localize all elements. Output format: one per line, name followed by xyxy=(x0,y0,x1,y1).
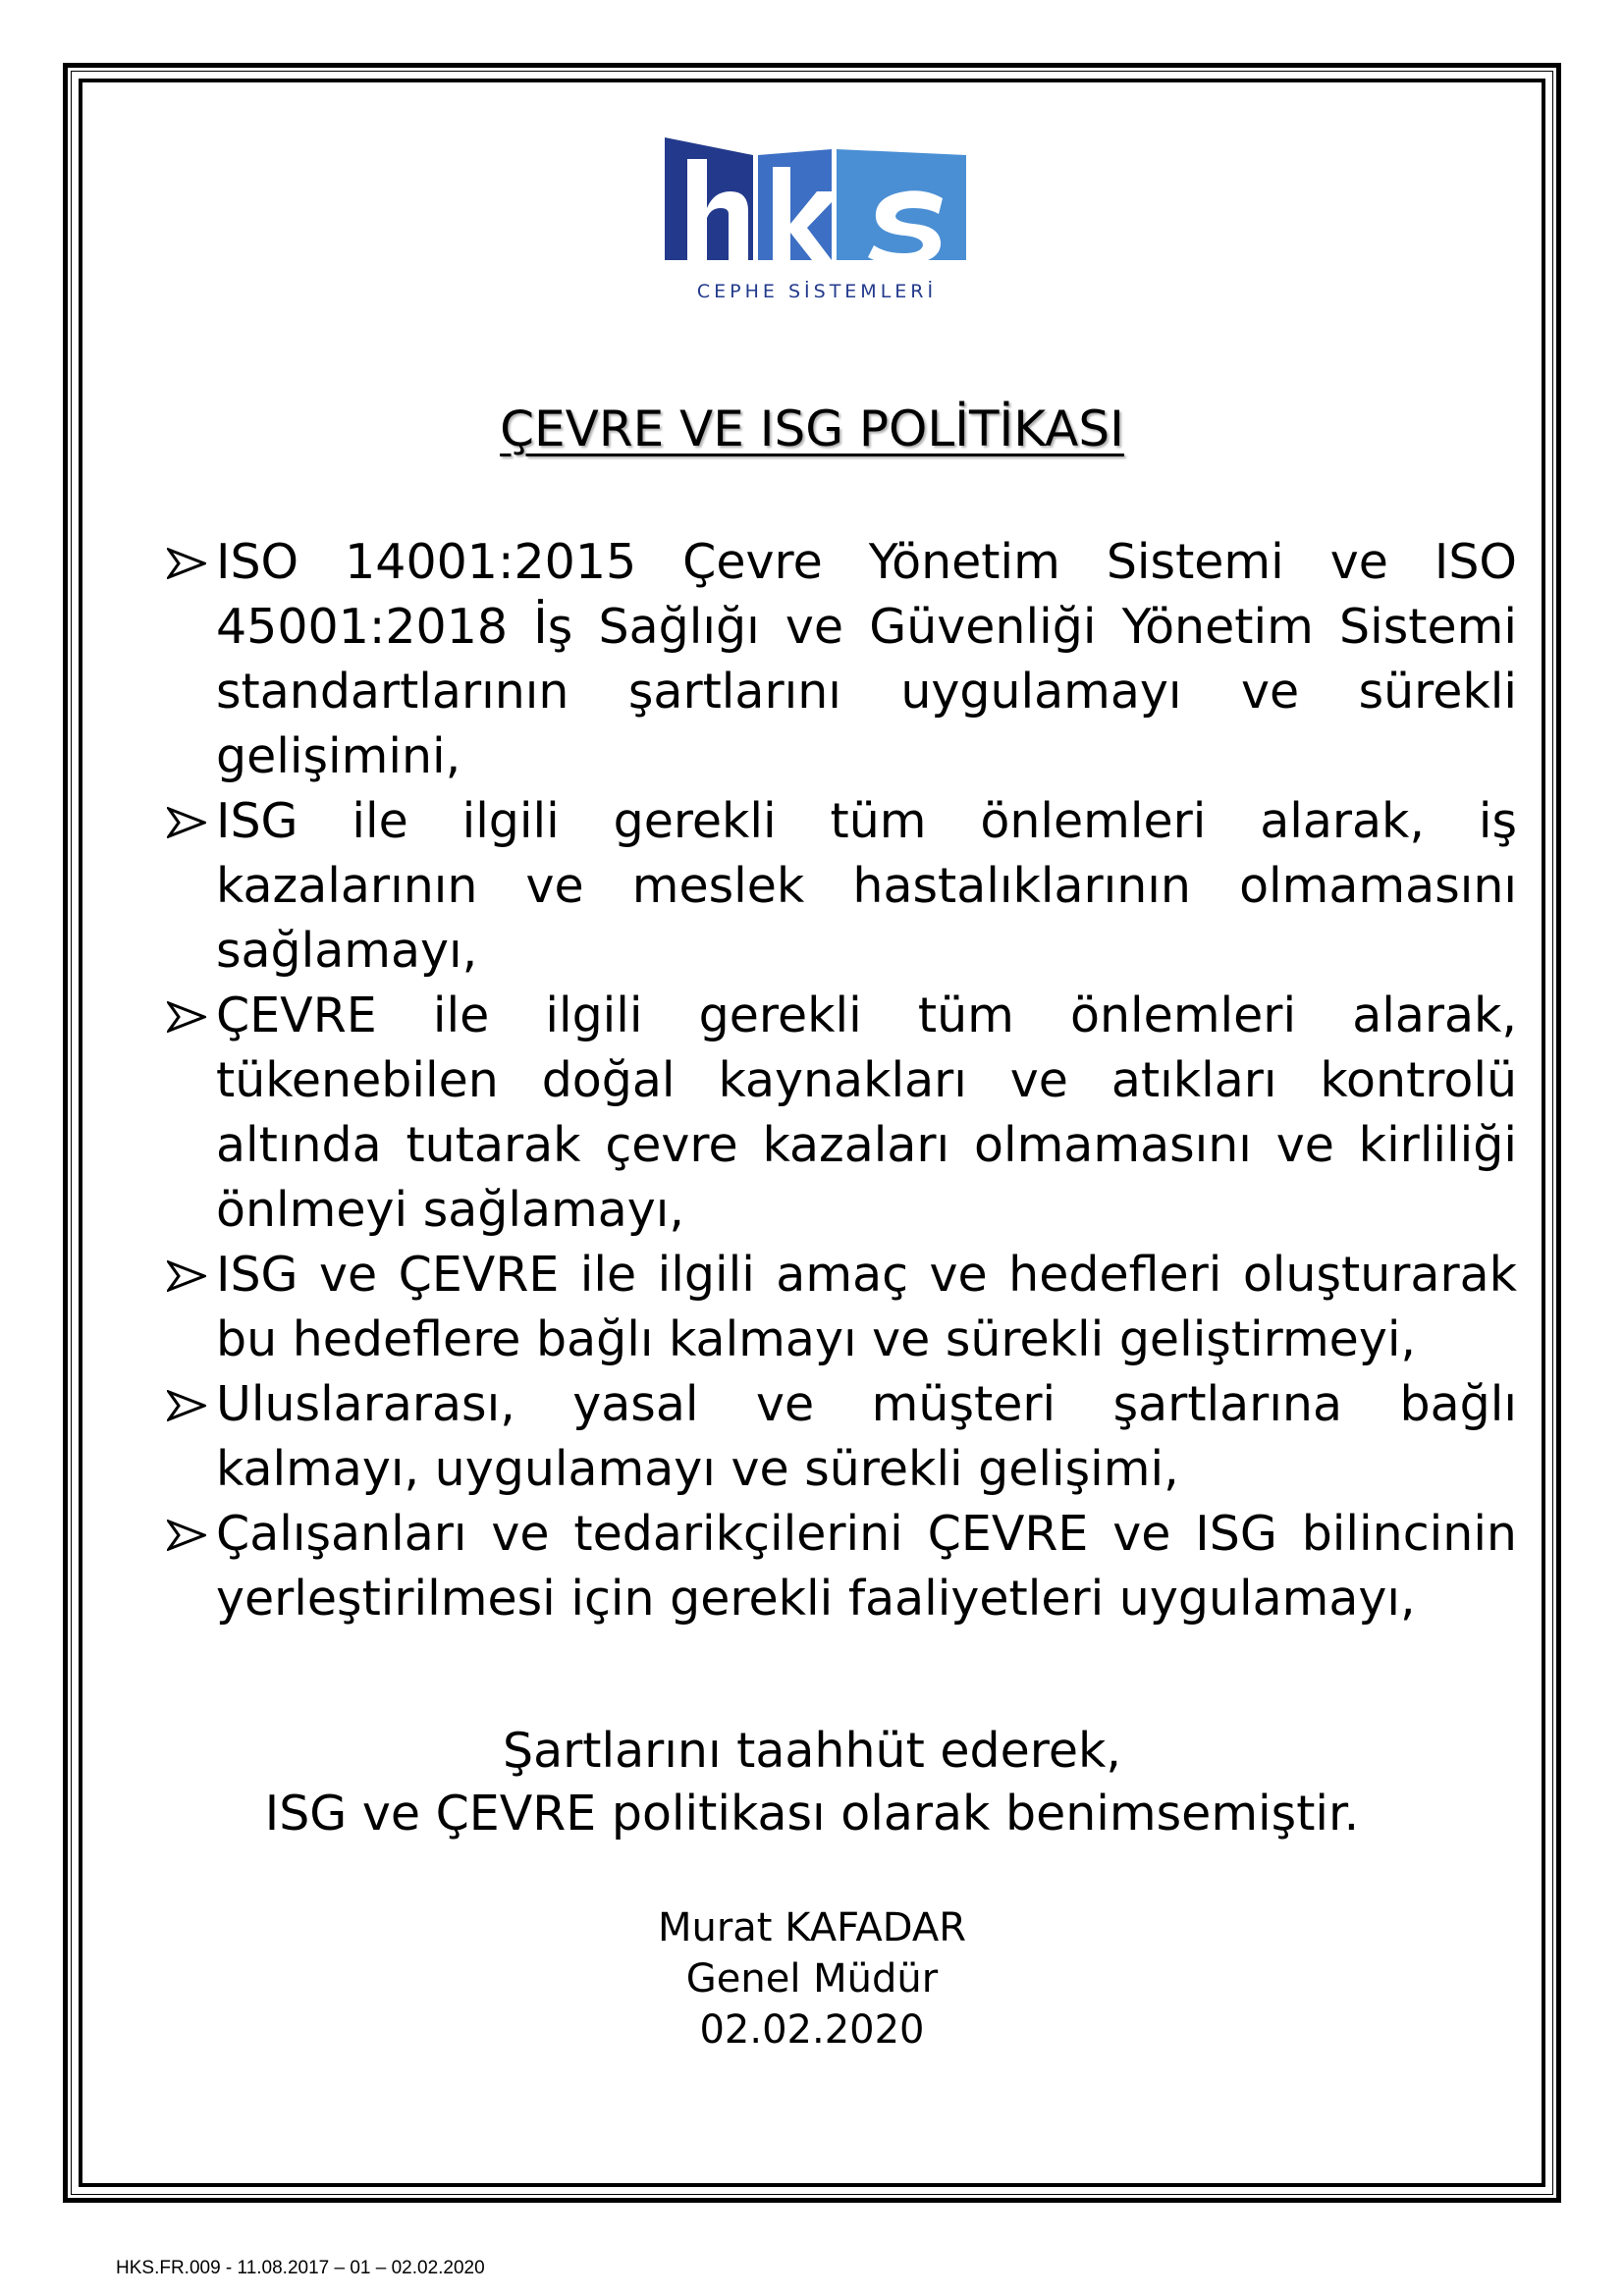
arrow-bullet-icon xyxy=(167,1001,206,1033)
policy-list xyxy=(167,530,1517,1631)
closing-statement xyxy=(0,1720,1624,1845)
policy-item-text: Çalışanları ve tedarikçilerini ÇEVRE ve ISG bilincinin yerleştirilmesi için gerekli faaliyetleri uygulamayı, xyxy=(216,1506,1517,1627)
policy-item-text: ISG ile ilgili gerekli tüm önlemleri alarak, iş kazalarının ve meslek hastalıklarının olmamasını sağlamayı, xyxy=(216,793,1517,979)
list-item xyxy=(167,984,1517,1243)
document-code-footer: HKS.FR.009 - 11.08.2017 – 01 – 02.02.2020 xyxy=(116,2258,485,2278)
arrow-bullet-icon xyxy=(167,548,206,579)
list-item xyxy=(167,1243,1517,1372)
signatory-name: Murat KAFADAR xyxy=(657,1905,967,1950)
closing-line-2: ISG ve ÇEVRE politikası olarak benimsemiştir. xyxy=(264,1786,1360,1842)
arrow-bullet-icon xyxy=(167,1520,206,1551)
list-item xyxy=(167,530,1517,789)
closing-line-1: Şartlarını taahhüt ederek, xyxy=(503,1723,1121,1779)
policy-item-text: ÇEVRE ile ilgili gerekli tüm önlemleri alarak, tükenebilen doğal kaynakları ve atıkları kontrolü altında tutarak çevre kazaları olmamasını ve kirliliği önlmeyi sağlamayı, xyxy=(216,988,1517,1238)
policy-item-text: ISG ve ÇEVRE ile ilgili amaç ve hedefleri oluşturarak bu hedeflere bağlı kalmayı ve sürekli geliştirmeyi, xyxy=(216,1247,1517,1367)
signatory-position: Genel Müdür xyxy=(685,1956,939,2002)
list-item xyxy=(167,789,1517,984)
signature-date: 02.02.2020 xyxy=(699,2007,925,2053)
arrow-bullet-icon xyxy=(167,1260,206,1292)
policy-item-text: ISO 14001:2015 Çevre Yönetim Sistemi ve ISO 45001:2018 İş Sağlığı ve Güvenliği Yönetim Sistemi standartlarının şartlarını uygulamayı ve sürekli gelişimini, xyxy=(216,534,1517,784)
signature-block xyxy=(0,1902,1624,2056)
company-logo xyxy=(660,137,974,309)
arrow-bullet-icon xyxy=(167,1390,206,1421)
list-item xyxy=(167,1372,1517,1502)
policy-item-text: Uluslararası, yasal ve müşteri şartlarına bağlı kalmayı, uygulamayı ve sürekli gelişimi, xyxy=(216,1376,1517,1497)
page-title: ÇEVRE VE ISG POLİTİKASI xyxy=(500,400,1124,457)
svg-text:CEPHE SİSTEMLERİ: CEPHE SİSTEMLERİ xyxy=(696,281,938,302)
hks-logo-icon xyxy=(660,137,974,309)
list-item xyxy=(167,1502,1517,1631)
arrow-bullet-icon xyxy=(167,807,206,838)
